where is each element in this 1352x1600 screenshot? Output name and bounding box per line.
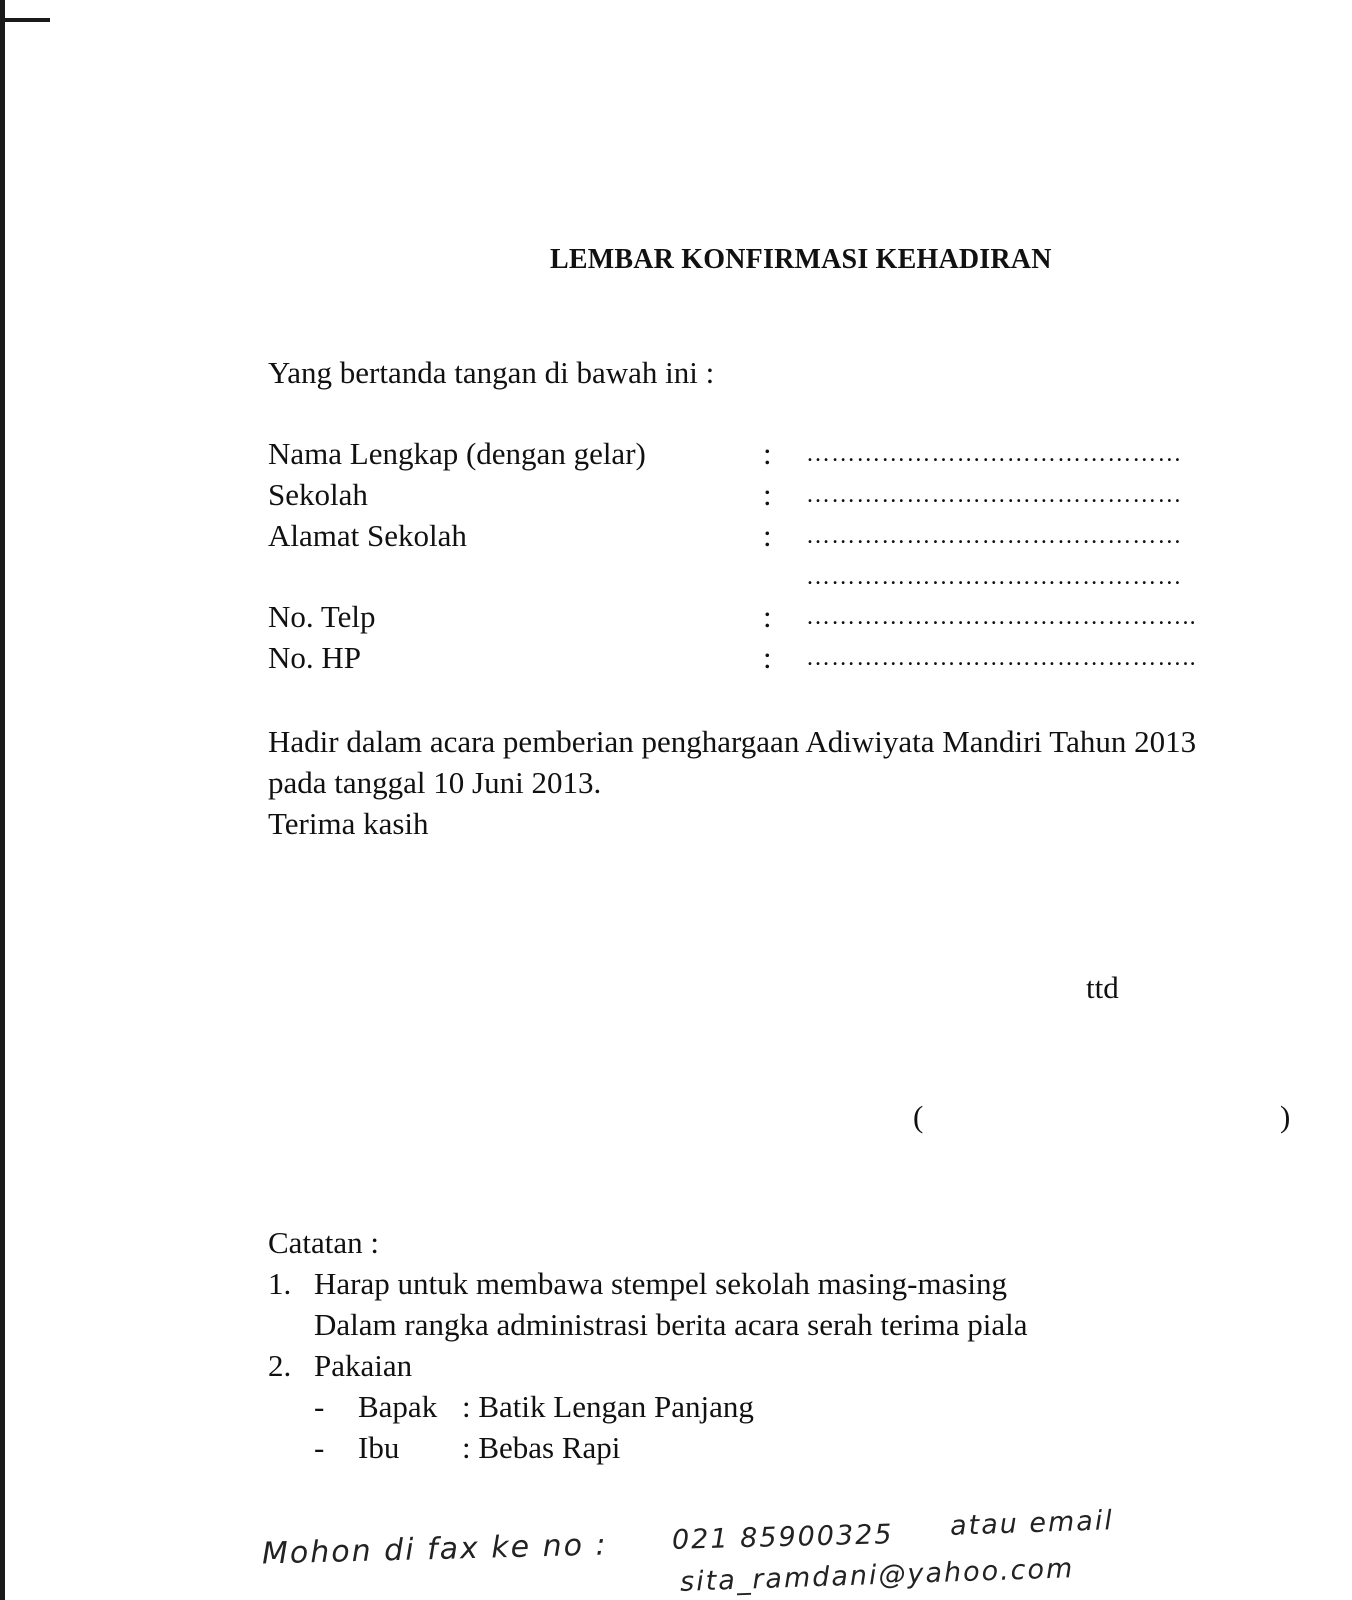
note-1-number: 1. — [268, 1266, 292, 1301]
field-blank-alamat[interactable]: ……………………………………… — [806, 523, 1183, 549]
statement-line-1: Hadir dalam acara pemberian penghargaan Adiwiyata Mandiri Tahun 2013 — [268, 724, 1197, 759]
field-label-telp: No. Telp — [268, 599, 376, 634]
intro-text: Yang bertanda tangan di bawah ini : — [268, 355, 715, 390]
signature-close-paren: ) — [1280, 1099, 1291, 1134]
scan-edge-mark — [0, 0, 51, 1600]
field-colon: : — [763, 436, 772, 471]
field-colon: : — [763, 599, 772, 634]
handwritten-fax-request: Mohon di fax ke no : — [261, 1527, 609, 1572]
field-label-sekolah: Sekolah — [268, 477, 368, 512]
field-colon: : — [763, 477, 772, 512]
field-blank-hp[interactable]: ……………………………………….. — [806, 645, 1197, 671]
dress-code-label-bapak: Bapak — [358, 1389, 438, 1424]
bullet-dash: - — [314, 1430, 325, 1465]
notes-heading: Catatan : — [268, 1225, 380, 1260]
note-1-line-2: Dalam rangka administrasi berita acara serah terima piala — [314, 1307, 1028, 1342]
handwritten-atau-email: atau email — [949, 1505, 1115, 1542]
field-label-nama: Nama Lengkap (dengan gelar) — [268, 436, 646, 471]
field-colon: : — [763, 640, 772, 675]
closing-text: Terima kasih — [268, 806, 429, 841]
bullet-dash: - — [314, 1389, 325, 1424]
note-2-number: 2. — [268, 1348, 292, 1383]
signature-open-paren: ( — [913, 1099, 924, 1134]
field-blank-nama[interactable]: ……………………………………… — [806, 441, 1183, 467]
handwritten-email-address: sita_ramdani@yahoo.com — [679, 1553, 1075, 1598]
field-blank-alamat-line2[interactable]: ……………………………………… — [806, 564, 1183, 590]
document-title: LEMBAR KONFIRMASI KEHADIRAN — [550, 244, 1052, 275]
statement-line-2: pada tanggal 10 Juni 2013. — [268, 765, 602, 800]
note-2-label: Pakaian — [314, 1348, 413, 1383]
signature-ttd: ttd — [1086, 970, 1119, 1005]
handwritten-fax-number: 021 85900325 — [671, 1519, 894, 1556]
note-1-line-1: Harap untuk membawa stempel sekolah masing-masing — [314, 1266, 1008, 1301]
field-label-hp: No. HP — [268, 640, 362, 675]
field-colon: : — [763, 518, 772, 553]
dress-code-label-ibu: Ibu — [358, 1430, 400, 1465]
dress-code-value-ibu: : Bebas Rapi — [462, 1430, 621, 1465]
dress-code-value-bapak: : Batik Lengan Panjang — [462, 1389, 754, 1424]
field-blank-sekolah[interactable]: ……………………………………… — [806, 482, 1183, 508]
field-label-alamat: Alamat Sekolah — [268, 518, 467, 553]
field-blank-telp[interactable]: ……………………………………….. — [806, 604, 1197, 630]
